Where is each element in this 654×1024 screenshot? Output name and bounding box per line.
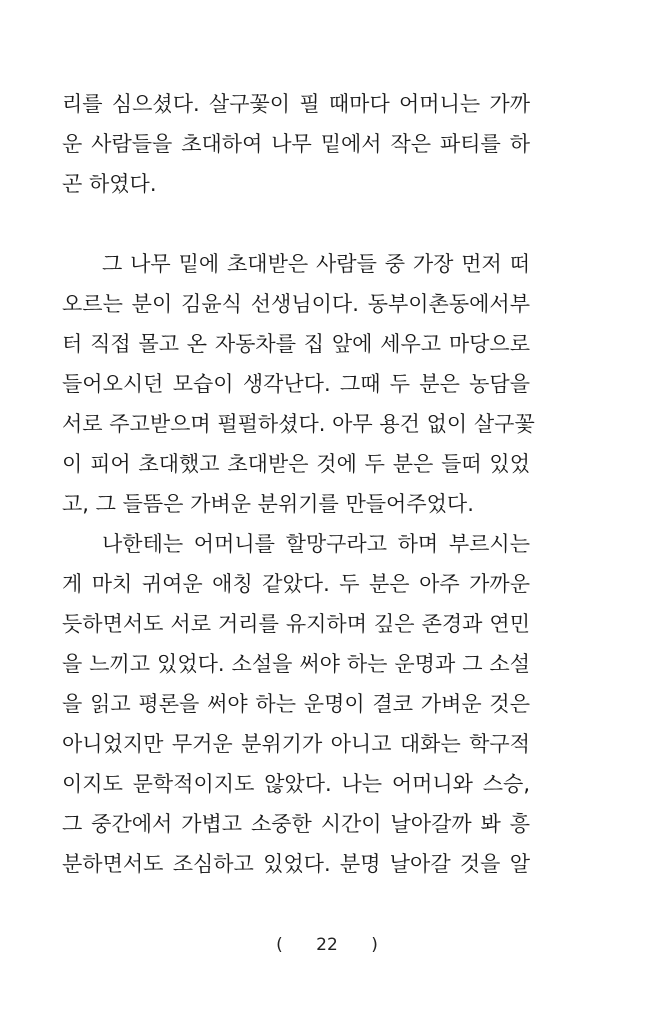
paragraph-gap [62, 204, 530, 244]
text-line: 이지도 문학적이지도 않았다. 나는 어머니와 스승, [62, 772, 530, 796]
text-line: 그 나무 밑에 초대받은 사람들 중 가장 먼저 떠 [102, 252, 530, 276]
text-line: 리를 심으셨다. 살구꽃이 필 때마다 어머니는 가까 [62, 92, 530, 116]
paragraph-3 [62, 524, 530, 884]
paragraph-2 [62, 244, 535, 524]
text-line: 운 사람들을 초대하여 나무 밑에서 작은 파티를 하 [62, 132, 530, 156]
text-line: 아니었지만 무거운 분위기가 아니고 대화는 학구적 [62, 732, 530, 756]
text-line: 고, 그 들뜸은 가벼운 분위기를 만들어주었다. [62, 492, 474, 516]
text-line: 터 직접 몰고 온 자동차를 집 앞에 세우고 마당으로 [62, 332, 530, 356]
page-number-value: 22 [316, 935, 338, 955]
page-body [62, 84, 535, 884]
text-line: 서로 주고받으며 펄펄하셨다. 아무 용건 없이 살구꽃 [62, 412, 535, 436]
paragraph-1 [62, 84, 530, 204]
text-line: 곤 하였다. [62, 172, 157, 196]
page-number-close-paren: ) [371, 935, 378, 955]
text-line: 들어오시던 모습이 생각난다. 그때 두 분은 농담을 [62, 372, 530, 396]
page-number-open-paren: ( [276, 935, 283, 955]
page-number [0, 935, 654, 955]
text-line: 오르는 분이 김윤식 선생님이다. 동부이촌동에서부 [62, 292, 530, 316]
text-line: 을 느끼고 있었다. 소설을 써야 하는 운명과 그 소설 [62, 652, 530, 676]
text-line: 이 피어 초대했고 초대받은 것에 두 분은 들떠 있었 [62, 452, 530, 476]
text-line: 게 마치 귀여운 애칭 같았다. 두 분은 아주 가까운 [62, 572, 530, 596]
text-line: 그 중간에서 가볍고 소중한 시간이 날아갈까 봐 흥 [62, 812, 530, 836]
text-line: 을 읽고 평론을 써야 하는 운명이 결코 가벼운 것은 [62, 692, 530, 716]
text-line: 듯하면서도 서로 거리를 유지하며 깊은 존경과 연민 [62, 612, 530, 636]
text-line: 나한테는 어머니를 할망구라고 하며 부르시는 [102, 532, 530, 556]
text-line: 분하면서도 조심하고 있었다. 분명 날아갈 것을 알 [62, 852, 530, 876]
